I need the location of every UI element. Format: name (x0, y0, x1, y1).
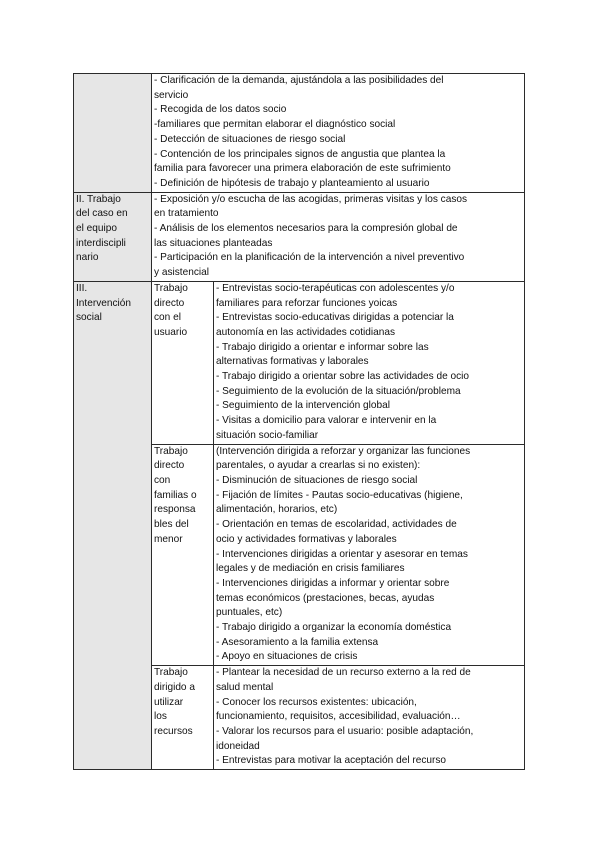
content-cell (214, 281, 525, 444)
section-heading-ii (74, 192, 152, 281)
section-heading-line: III. (76, 282, 88, 294)
subsection-label-line: directo (154, 297, 185, 309)
table-row (74, 281, 525, 444)
subsection-label-line: bles del (154, 519, 189, 531)
subsection-label-line: familias o (154, 489, 197, 501)
text-line: - Plantear la necesidad de un recurso externo a la red de (216, 667, 471, 679)
text-line: - Asesoramiento a la familia extensa (216, 636, 379, 648)
text-line: - Participación en la planificación de la intervención a nivel preventivo (154, 252, 465, 264)
text-line: - Exposición y/o escucha de las acogidas, primeras visitas y los casos (154, 193, 468, 205)
text-line: - Apoyo en situaciones de crisis (216, 651, 358, 663)
section-heading-line: el equipo (76, 223, 117, 235)
text-line: - Recogida de los datos socio (154, 104, 287, 116)
text-line: - Seguimiento de la intervención global (216, 400, 390, 412)
content-cell (152, 192, 525, 281)
subsection-label-line: directo (154, 460, 185, 472)
subsection-label-line: utilizar (154, 696, 184, 708)
text-line: - Conocer los recursos existentes: ubicación, (216, 696, 417, 708)
text-line: - Seguimiento de la evolución de la situación/problema (216, 385, 461, 397)
text-line: - Intervenciones dirigidas a orientar y asesorar en temas (216, 548, 468, 560)
text-line: puntuales, etc) (216, 607, 283, 619)
text-line: - Fijación de límites - Pautas socio-educativas (higiene, (216, 489, 463, 501)
section-heading-line: II. Trabajo (76, 193, 121, 205)
text-line: parentales, o ayudar a crearlas si no existen): (216, 460, 421, 472)
subsection-label-line: responsa (154, 504, 196, 516)
text-line: - Trabajo dirigido a organizar la economía doméstica (216, 622, 452, 634)
text-line: (Intervención dirigida a reforzar y organizar las funciones (216, 445, 471, 457)
text-line: - Visitas a domicilio para valorar e intervenir en la (216, 415, 437, 427)
text-line: -familiares que permitan elaborar el diagnóstico social (154, 119, 396, 131)
subsection-label-line: menor (154, 533, 183, 545)
section-heading-line: Intervención (76, 297, 131, 309)
text-line: - Disminución de situaciones de riesgo social (216, 474, 418, 486)
content-cell (214, 666, 525, 770)
text-line: y asistencial (154, 267, 209, 279)
text-line: - Intervenciones dirigidas a informar y orientar sobre (216, 577, 450, 589)
text-line: - Entrevistas socio-terapéuticas con adolescentes y/o (216, 282, 455, 294)
text-line: idoneidad (216, 740, 260, 752)
section-heading-iii (74, 281, 152, 769)
table-row (74, 74, 525, 193)
section-heading-line: interdiscipli (76, 237, 126, 249)
text-line: funcionamiento, requisitos, accesibilidad, evaluación… (216, 711, 461, 723)
text-line: - Definición de hipótesis de trabajo y planteamiento al usuario (154, 177, 430, 189)
text-line: servicio (154, 89, 189, 101)
subsection-label-line: Trabajo (154, 282, 188, 294)
text-line: en tratamiento (154, 208, 219, 220)
text-line: ocio y actividades formativas y laborales (216, 533, 397, 545)
text-line: familia para favorecer una primera elaboración de este sufrimiento (154, 163, 451, 175)
text-line: - Valorar los recursos para el usuario: posible adaptación, (216, 725, 474, 737)
subsection-label-line: usuario (154, 326, 188, 338)
subsection-label-line: con el (154, 312, 181, 324)
text-line: - Detección de situaciones de riesgo social (154, 133, 346, 145)
section-heading-line: nario (76, 252, 99, 264)
content-cell (152, 74, 525, 193)
text-line: - Clarificación de la demanda, ajustándola a las posibilidades del (154, 75, 444, 86)
text-line: - Trabajo dirigido a orientar e informar sobre las (216, 341, 429, 353)
text-line: - Entrevistas para motivar la aceptación del recurso (216, 755, 447, 767)
text-line: las situaciones planteadas (154, 237, 273, 249)
subsection-label (152, 666, 214, 770)
section-cell-empty (74, 74, 152, 193)
text-line: temas económicos (prestaciones, becas, ayudas (216, 592, 435, 604)
text-line: alimentación, horarios, etc) (216, 504, 338, 516)
text-line: - Contención de los principales signos de angustia que plantea la (154, 148, 446, 160)
subsection-label (152, 444, 214, 666)
subsection-label-line: dirigido a (154, 681, 195, 693)
content-cell (214, 444, 525, 666)
subsection-label-line: Trabajo (154, 667, 188, 679)
subsection-label-line: los (154, 711, 167, 723)
text-line: legales y de mediación en crisis familiares (216, 563, 405, 575)
subsection-label (152, 281, 214, 444)
text-line: autonomía en las actividades cotidianas (216, 326, 395, 338)
text-line: situación socio-familiar (216, 429, 319, 441)
section-heading-line: del caso en (76, 208, 128, 220)
table-row (74, 192, 525, 281)
text-line: - Análisis de los elementos necesarios para la compresión global de (154, 223, 458, 235)
text-line: - Trabajo dirigido a orientar sobre las actividades de ocio (216, 371, 470, 383)
text-line: - Orientación en temas de escolaridad, actividades de (216, 519, 457, 531)
subsection-label-line: con (154, 474, 171, 486)
section-heading-line: social (76, 312, 102, 324)
subsection-label-line: Trabajo (154, 445, 188, 457)
text-line: - Entrevistas socio-educativas dirigidas a potenciar la (216, 312, 454, 324)
subsection-label-line: recursos (154, 725, 193, 737)
text-line: salud mental (216, 681, 274, 693)
text-line: familiares para reforzar funciones yoicas (216, 297, 398, 309)
text-line: alternativas formativas y laborales (216, 356, 369, 368)
intervention-table (73, 73, 525, 770)
